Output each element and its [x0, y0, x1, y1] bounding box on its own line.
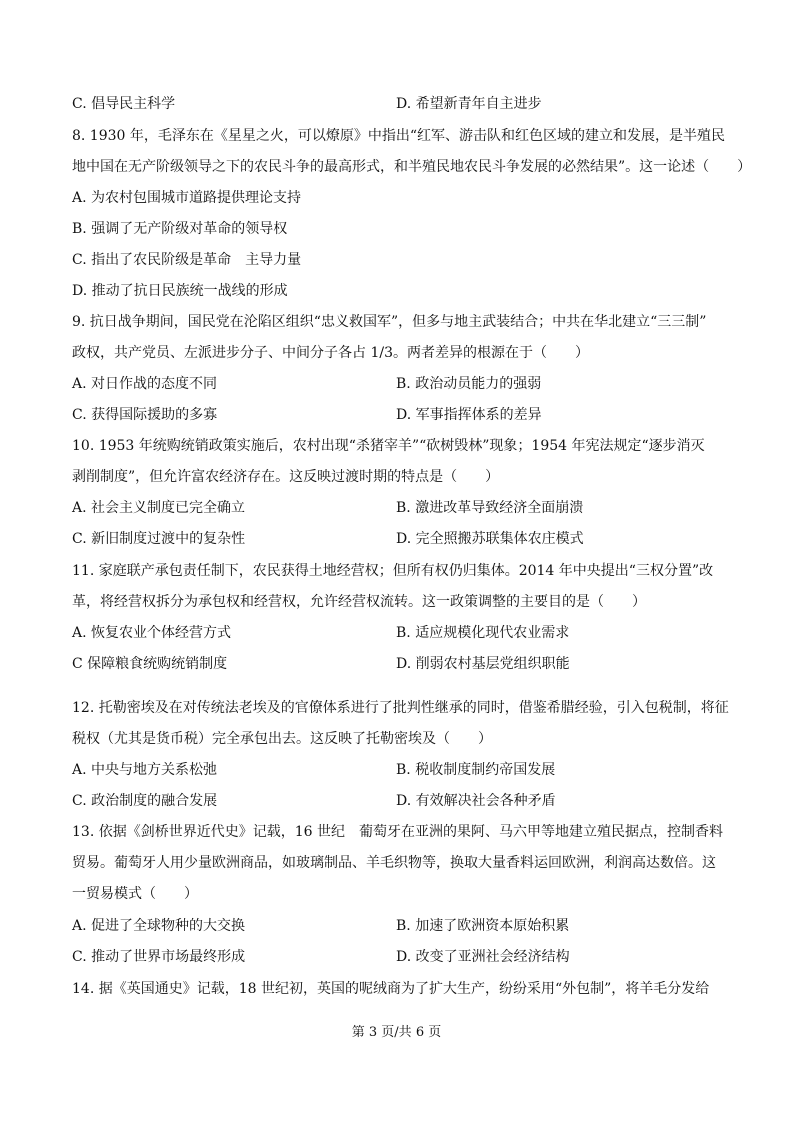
- q10-option-a: A. 社会主义制度已完全确立: [72, 500, 246, 516]
- q10-option-c: C. 新旧制度过渡中的复杂性: [72, 531, 246, 547]
- q13-option-d: D. 改变了亚洲社会经济结构: [396, 949, 570, 965]
- q8-option-c: C. 指出了农民阶级是革命 主导力量: [72, 252, 302, 268]
- q11-stem-line-2: 革，将经营权拆分为承包权和经营权，允许经营权流转。这一政策调整的主要目的是（ ）: [72, 594, 646, 610]
- q11-option-d: D. 削弱农村基层党组织职能: [396, 656, 570, 672]
- q7-option-c: C. 倡导民主科学: [72, 96, 176, 112]
- q9-stem-line-1: 9. 抗日战争期间，国民党在沦陷区组织“忠义救国军”，但多与地主武装结合；中共在华北建立“三三制”: [72, 314, 707, 330]
- q10-option-d: D. 完全照搬苏联集体农庄模式: [396, 531, 584, 547]
- q11-option-a: A. 恢复农业个体经营方式: [72, 625, 232, 641]
- q12-option-c: C. 政治制度的融合发展: [72, 793, 218, 809]
- q12-option-d: D. 有效解决社会各种矛盾: [396, 793, 556, 809]
- q8-option-a: A. 为农村包围城市道路提供理论支持: [72, 190, 302, 206]
- q10-option-b: B. 激进改革导致经济全面崩溃: [396, 500, 584, 516]
- q13-option-b: B. 加速了欧洲资本原始积累: [396, 918, 570, 934]
- q9-option-b: B. 政治动员能力的强弱: [396, 376, 542, 392]
- q9-option-c: C. 获得国际援助的多寡: [72, 407, 218, 423]
- q12-option-b: B. 税收制度制约帝国发展: [396, 762, 556, 778]
- q12-stem-line-1: 12. 托勒密埃及在对传统法老埃及的官僚体系进行了批判性继承的同时，借鉴希腊经验，引入包税制，将征: [72, 700, 729, 716]
- q7-option-d: D. 希望新青年自主进步: [396, 96, 542, 112]
- q8-stem-line-2: 地中国在无产阶级领导之下的农民斗争的最高形式，和半殖民地农民斗争发展的必然结果”。这一论述（ ）: [72, 159, 752, 175]
- q14-stem-line-1: 14. 据《英国通史》记载，18 世纪初，英国的呢绒商为了扩大生产，纷纷采用“外包制”，将羊毛分发给: [72, 981, 710, 997]
- q10-stem-line-2: 剥削制度”，但允许富农经济存在。这反映过渡时期的特点是（ ）: [72, 469, 500, 485]
- q9-option-d: D. 军事指挥体系的差异: [396, 407, 542, 423]
- q13-stem-line-2: 贸易。葡萄牙人用少量欧洲商品，如玻璃制品、羊毛织物等，换取大量香料运回欧洲，利润高达数倍。这: [72, 855, 716, 871]
- q8-stem-line-1: 8. 1930 年，毛泽东在《星星之火，可以燎原》中指出“红军、游击队和红色区域的建立和发展，是半殖民: [72, 128, 726, 144]
- q11-option-b: B. 适应规模化现代农业需求: [396, 625, 570, 641]
- q8-option-b: B. 强调了无产阶级对革命的领导权: [72, 221, 288, 237]
- page-number: 第 3 页/共 6 页: [351, 1025, 442, 1040]
- q13-stem-line-1: 13. 依据《剑桥世界近代史》记载，16 世纪 葡萄牙在亚洲的果阿、马六甲等地建立殖民据点，控制香料: [72, 824, 723, 840]
- q13-option-a: A. 促进了全球物种的大交换: [72, 918, 246, 934]
- q12-option-a: A. 中央与地方关系松弛: [72, 762, 218, 778]
- q11-option-c: C 保障粮食统购统销制度: [72, 656, 228, 672]
- q9-stem-line-2: 政权，共产党员、左派进步分子、中间分子各占 1/3。两者差异的根源在于（ ）: [72, 345, 589, 361]
- q11-stem-line-1: 11. 家庭联产承包责任制下，农民获得土地经营权；但所有权仍归集体。2014 年中央提出“三权分置”改: [72, 563, 714, 579]
- q13-stem-line-3: 一贸易模式（ ）: [72, 886, 198, 902]
- q13-option-c: C. 推动了世界市场最终形成: [72, 949, 246, 965]
- q12-stem-line-2: 税权（尤其是货币税）完全承包出去。这反映了托勒密埃及（ ）: [72, 731, 492, 747]
- q9-option-a: A. 对日作战的态度不同: [72, 376, 218, 392]
- q8-option-d: D. 推动了抗日民族统一战线的形成: [72, 283, 288, 299]
- q10-stem-line-1: 10. 1953 年统购统销政策实施后，农村出现“杀猪宰羊”“砍树毁林”现象；1954 年宪法规定“逐步消灭: [72, 438, 705, 454]
